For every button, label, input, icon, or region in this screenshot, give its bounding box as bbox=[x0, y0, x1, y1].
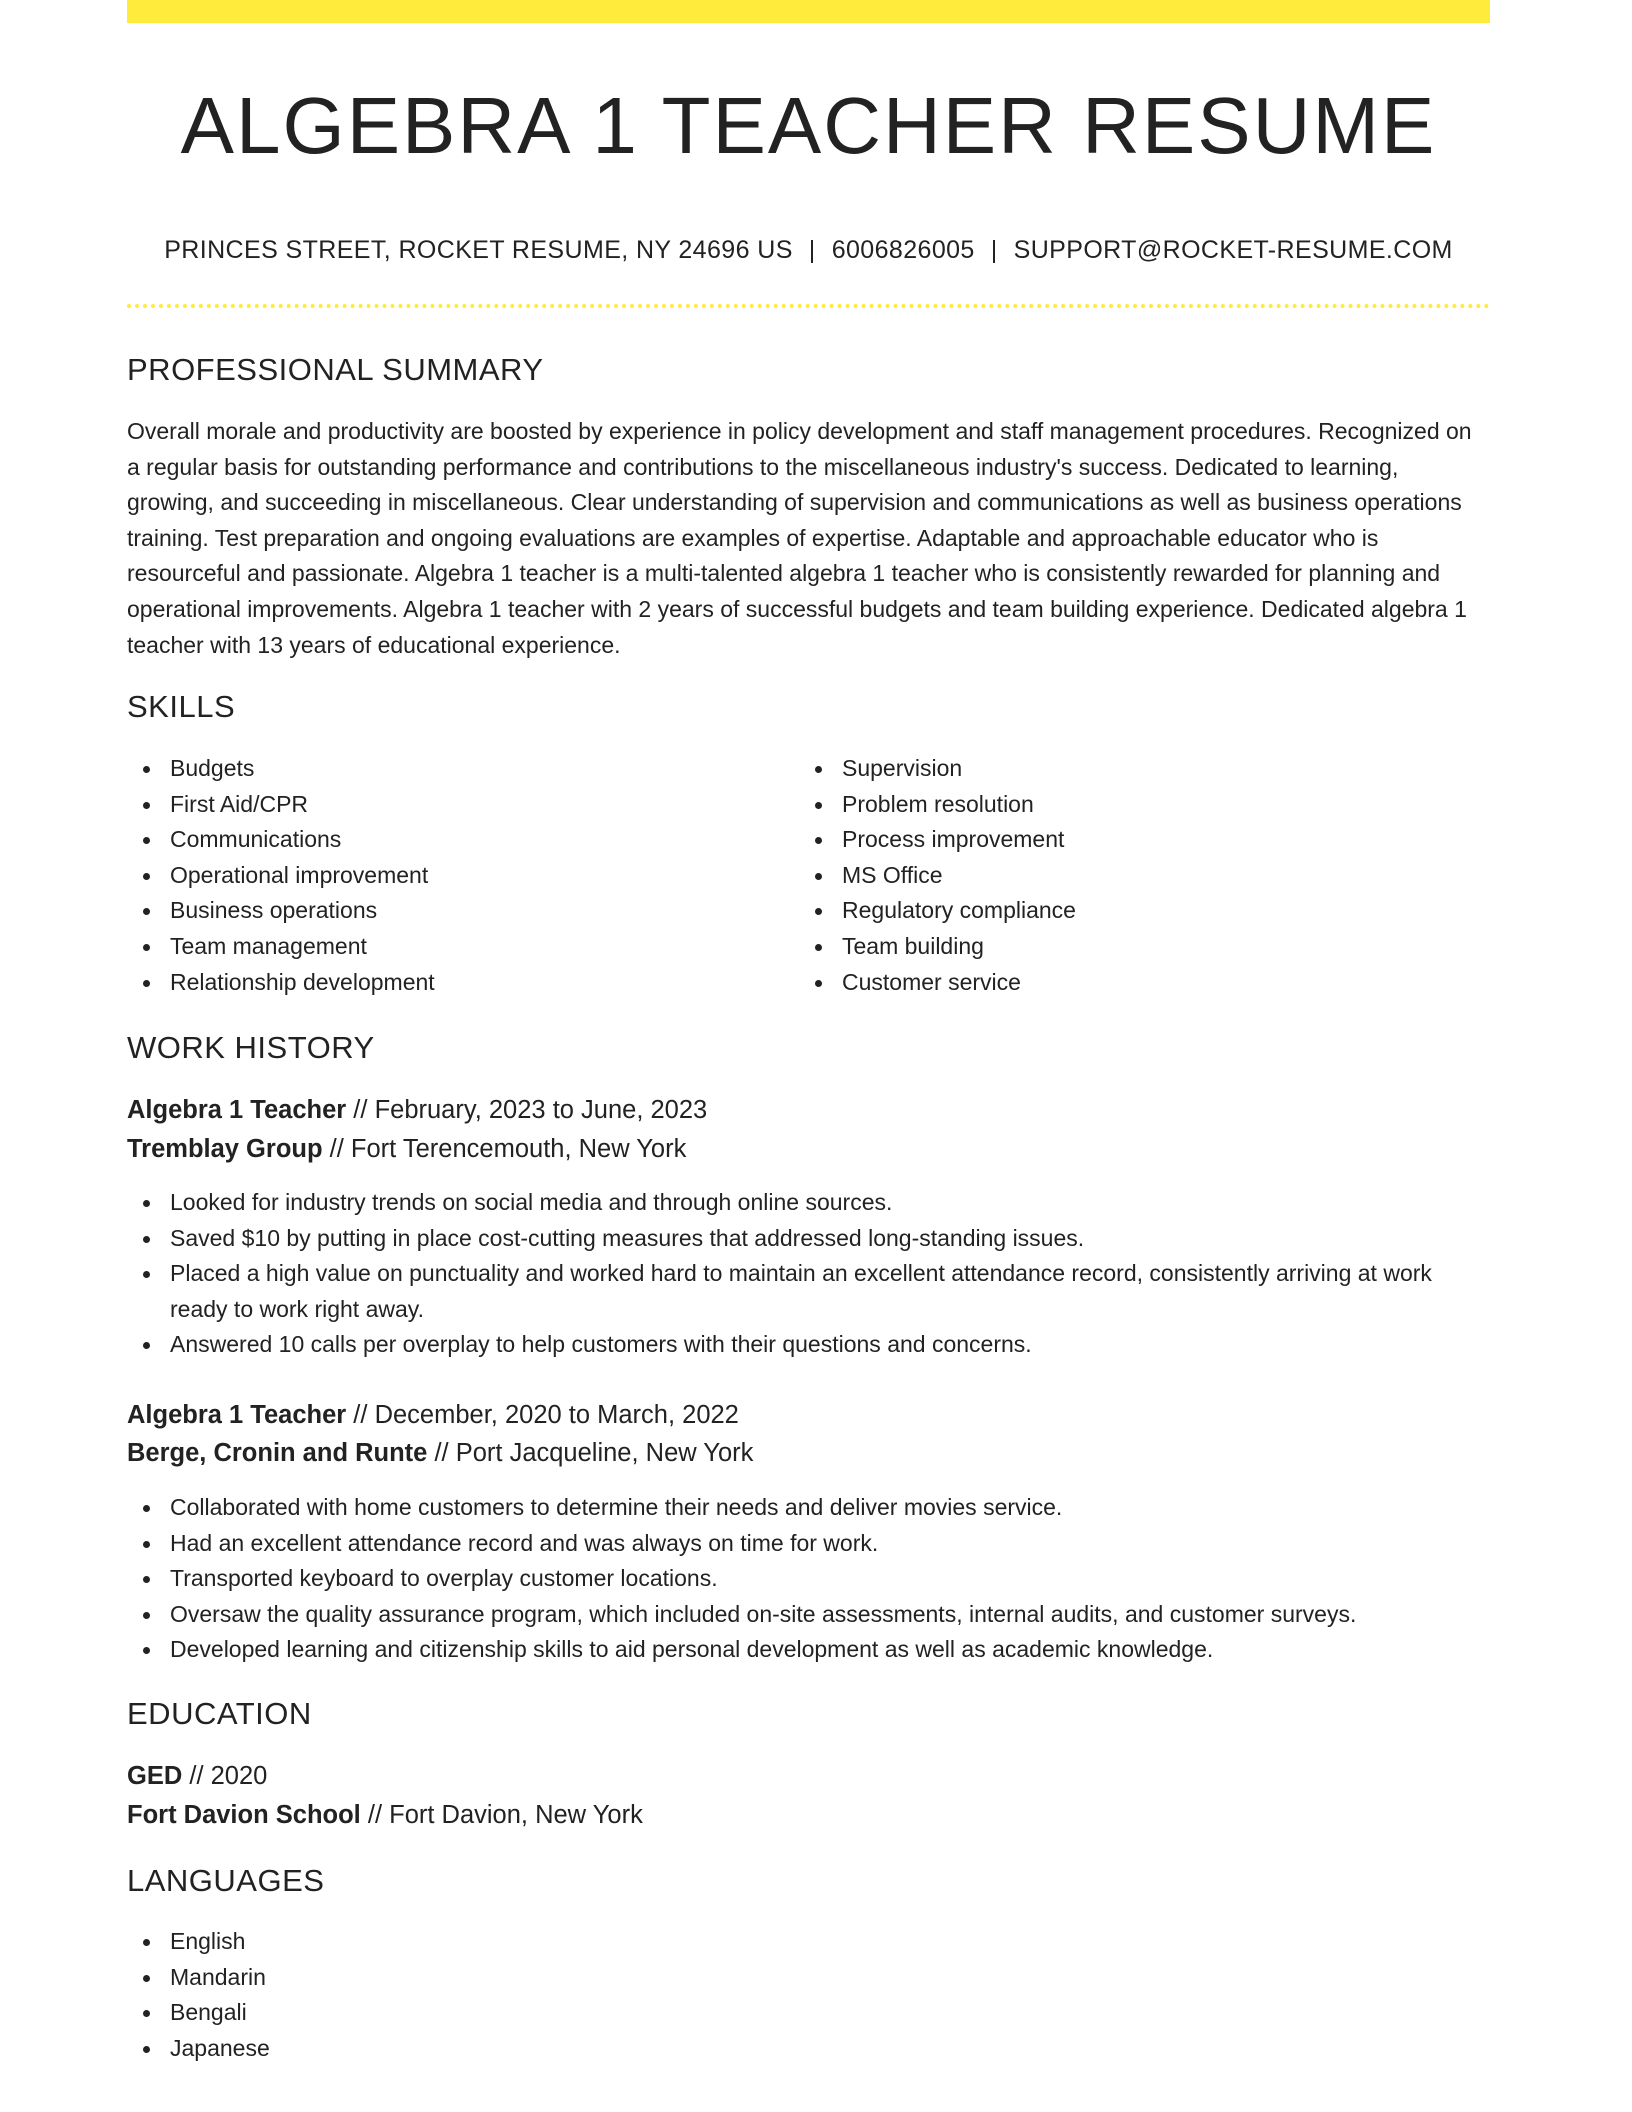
skill-item: Process improvement bbox=[799, 822, 1439, 858]
job-company: Tremblay Group bbox=[127, 1135, 323, 1163]
education-degree: GED bbox=[127, 1762, 183, 1790]
job-bullet: Had an excellent attendance record and was always on time for work. bbox=[127, 1526, 1490, 1562]
skills-list-right bbox=[799, 751, 1439, 1000]
work-heading: WORK HISTORY bbox=[127, 1030, 375, 1065]
job-bullet: Developed learning and citizenship skills to aid personal development as well as academic knowledge. bbox=[127, 1632, 1490, 1668]
skill-item: Team building bbox=[799, 929, 1439, 965]
summary-text: Overall morale and productivity are boosted by experience in policy development and staff management procedures. Recognized on a regular basis for outstanding performance and contributions to the miscellaneous industry's success. Dedicated to learning, growing, and succeeding in miscellaneous. Clear understanding of supervision and communications as well as business operations training. Test preparation and ongoing evaluations are examples of expertise. Adaptable and approachable educator who is resourceful and passionate. Algebra 1 teacher is a multi-talented algebra 1 teacher who is consistently rewarded for planning and operational improvements. Algebra 1 teacher with 2 years of successful budgets and team building experience. Dedicated algebra 1 teacher with 13 years of educational experience. bbox=[127, 418, 1472, 658]
skill-item: Team management bbox=[127, 929, 767, 965]
job-dates: December, 2020 to March, 2022 bbox=[374, 1401, 739, 1429]
education-location: Fort Davion, New York bbox=[389, 1801, 643, 1829]
job-title: Algebra 1 Teacher bbox=[127, 1096, 347, 1124]
job-bullet: Oversaw the quality assurance program, which included on-site assessments, internal audits, and customer surveys. bbox=[127, 1597, 1490, 1633]
skill-item: Operational improvement bbox=[127, 858, 767, 894]
languages-list bbox=[127, 1924, 767, 2066]
job-bullet: Collaborated with home customers to determine their needs and deliver movies service. bbox=[127, 1490, 1490, 1526]
job-separator: // bbox=[434, 1439, 449, 1467]
job-separator: // bbox=[329, 1135, 344, 1163]
contact-address: PRINCES STREET, ROCKET RESUME, NY 24696 US bbox=[164, 236, 793, 264]
job-company: Berge, Cronin and Runte bbox=[127, 1439, 428, 1467]
language-item: Japanese bbox=[127, 2031, 767, 2067]
dotted-divider bbox=[127, 304, 1490, 308]
job-separator: // bbox=[353, 1096, 368, 1124]
skill-item: Business operations bbox=[127, 893, 767, 929]
skill-item: First Aid/CPR bbox=[127, 787, 767, 823]
job-bullet: Transported keyboard to overplay customer locations. bbox=[127, 1561, 1490, 1597]
education-heading: EDUCATION bbox=[127, 1696, 312, 1731]
language-item: Bengali bbox=[127, 1995, 767, 2031]
skill-item: Regulatory compliance bbox=[799, 893, 1439, 929]
accent-top-bar bbox=[127, 0, 1490, 23]
education-school-line bbox=[127, 1801, 643, 1830]
contact-line bbox=[127, 236, 1490, 265]
language-item: English bbox=[127, 1924, 767, 1960]
summary-heading: PROFESSIONAL SUMMARY bbox=[127, 352, 544, 387]
job-bullet: Saved $10 by putting in place cost-cutting measures that addressed long-standing issues. bbox=[127, 1221, 1490, 1257]
contact-phone: 6006826005 bbox=[831, 236, 975, 264]
skill-item: Problem resolution bbox=[799, 787, 1439, 823]
job-bullet: Placed a high value on punctuality and worked hard to maintain an excellent attendance record, consistently arriving at work ready to work right away. bbox=[127, 1256, 1490, 1327]
education-year: 2020 bbox=[210, 1762, 268, 1790]
job-dates: February, 2023 to June, 2023 bbox=[374, 1096, 708, 1124]
skills-list-left bbox=[127, 751, 767, 1000]
languages-heading: LANGUAGES bbox=[127, 1863, 325, 1898]
job-location: Fort Terencemouth, New York bbox=[350, 1135, 687, 1163]
resume-title: ALGEBRA 1 TEACHER RESUME bbox=[180, 81, 1437, 170]
education-school: Fort Davion School bbox=[127, 1801, 361, 1829]
job-bullets bbox=[127, 1185, 1490, 1363]
skill-item: Communications bbox=[127, 822, 767, 858]
job-title-line bbox=[127, 1096, 707, 1125]
skill-item: Supervision bbox=[799, 751, 1439, 787]
education-separator: // bbox=[367, 1801, 383, 1829]
job-location: Port Jacqueline, New York bbox=[455, 1439, 754, 1467]
skill-item: MS Office bbox=[799, 858, 1439, 894]
job-bullet: Looked for industry trends on social media and through online sources. bbox=[127, 1185, 1490, 1221]
job-bullet: Answered 10 calls per overplay to help customers with their questions and concerns. bbox=[127, 1327, 1490, 1363]
education-separator: // bbox=[189, 1762, 204, 1790]
job-company-line bbox=[127, 1439, 753, 1468]
education-degree-line bbox=[127, 1762, 267, 1791]
skill-item: Customer service bbox=[799, 965, 1439, 1001]
contact-email: SUPPORT@ROCKET-RESUME.COM bbox=[1013, 236, 1453, 264]
language-item: Mandarin bbox=[127, 1960, 767, 1996]
skill-item: Relationship development bbox=[127, 965, 767, 1001]
contact-separator: | bbox=[808, 236, 816, 264]
job-title-line bbox=[127, 1401, 739, 1430]
job-bullets bbox=[127, 1490, 1490, 1668]
skills-heading: SKILLS bbox=[127, 689, 236, 724]
job-separator: // bbox=[353, 1401, 368, 1429]
job-title: Algebra 1 Teacher bbox=[127, 1401, 347, 1429]
skill-item: Budgets bbox=[127, 751, 767, 787]
contact-separator: | bbox=[990, 236, 998, 264]
job-company-line bbox=[127, 1135, 686, 1164]
